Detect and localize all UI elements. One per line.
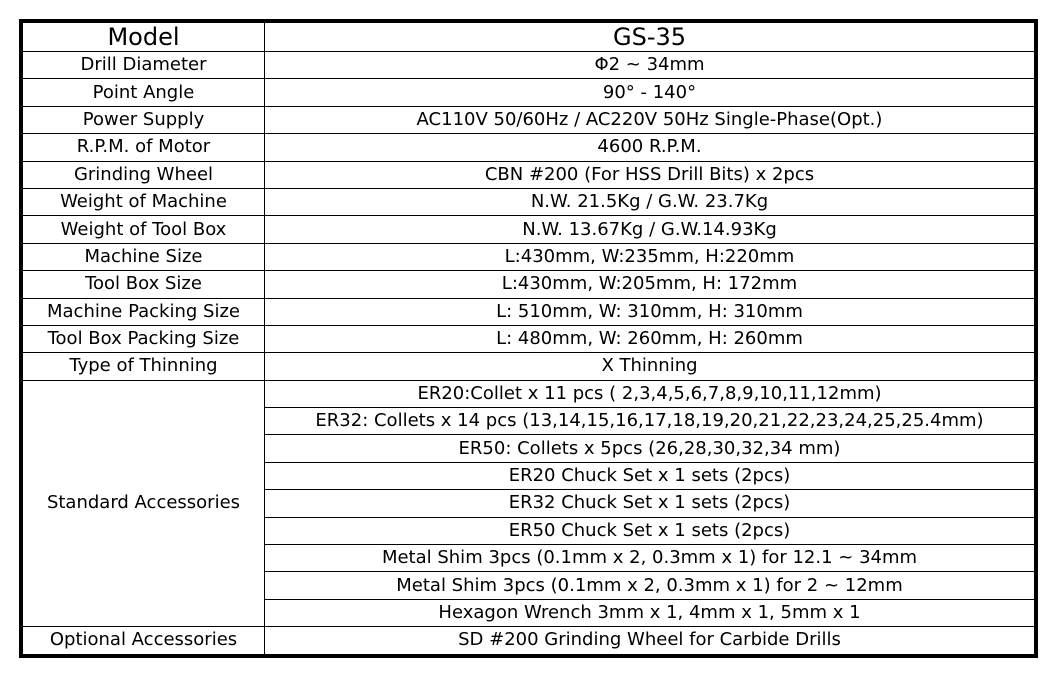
table-row — [23, 134, 1035, 161]
spec-value: L:430mm, W:205mm, H: 172mm — [265, 271, 1035, 298]
table-row — [23, 216, 1035, 243]
spec-value: L: 510mm, W: 310mm, H: 310mm — [265, 298, 1035, 325]
spec-label: Tool Box Size — [23, 271, 265, 298]
table-row — [23, 52, 1035, 79]
spec-value: CBN #200 (For HSS Drill Bits) x 2pcs — [265, 161, 1035, 188]
model-value: GS-35 — [265, 23, 1035, 52]
table-row — [23, 325, 1035, 352]
accessory-item: Metal Shim 3pcs (0.1mm x 2, 0.3mm x 1) for 2 ~ 12mm — [265, 572, 1035, 599]
spec-label: Machine Size — [23, 243, 265, 270]
table-row — [23, 188, 1035, 215]
spec-label: R.P.M. of Motor — [23, 134, 265, 161]
spec-table-body — [23, 23, 1035, 655]
spec-label: Drill Diameter — [23, 52, 265, 79]
standard-accessories-label: Standard Accessories — [23, 380, 265, 627]
spec-label: Power Supply — [23, 106, 265, 133]
accessory-item: ER32 Chuck Set x 1 sets (2pcs) — [265, 490, 1035, 517]
table-row — [23, 627, 1035, 654]
table-row — [23, 298, 1035, 325]
spec-label: Point Angle — [23, 79, 265, 106]
accessory-item: ER50: Collets x 5pcs (26,28,30,32,34 mm) — [265, 435, 1035, 462]
model-label: Model — [23, 23, 265, 52]
accessory-item: Hexagon Wrench 3mm x 1, 4mm x 1, 5mm x 1 — [265, 599, 1035, 626]
spec-value: 90° - 140° — [265, 79, 1035, 106]
spec-label: Machine Packing Size — [23, 298, 265, 325]
spec-label: Weight of Machine — [23, 188, 265, 215]
spec-value: X Thinning — [265, 353, 1035, 380]
spec-value: N.W. 21.5Kg / G.W. 23.7Kg — [265, 188, 1035, 215]
accessory-item: ER20:Collet x 11 pcs ( 2,3,4,5,6,7,8,9,10,11,12mm) — [265, 380, 1035, 407]
table-row — [23, 243, 1035, 270]
spec-value: L:430mm, W:235mm, H:220mm — [265, 243, 1035, 270]
table-header-row — [23, 23, 1035, 52]
accessory-item: ER50 Chuck Set x 1 sets (2pcs) — [265, 517, 1035, 544]
table-row — [23, 161, 1035, 188]
spec-label: Type of Thinning — [23, 353, 265, 380]
table-row — [23, 271, 1035, 298]
accessory-item: Metal Shim 3pcs (0.1mm x 2, 0.3mm x 1) for 12.1 ~ 34mm — [265, 545, 1035, 572]
spec-value: 4600 R.P.M. — [265, 134, 1035, 161]
spec-value: Φ2 ~ 34mm — [265, 52, 1035, 79]
table-row — [23, 79, 1035, 106]
spec-value: AC110V 50/60Hz / AC220V 50Hz Single-Phase(Opt.) — [265, 106, 1035, 133]
table-row — [23, 106, 1035, 133]
accessory-item: ER32: Collets x 14 pcs (13,14,15,16,17,18,19,20,21,22,23,24,25,25.4mm) — [265, 408, 1035, 435]
optional-accessories-label: Optional Accessories — [23, 627, 265, 654]
spec-label: Grinding Wheel — [23, 161, 265, 188]
spec-label: Weight of Tool Box — [23, 216, 265, 243]
table-row — [23, 380, 1035, 407]
optional-accessories-value: SD #200 Grinding Wheel for Carbide Drills — [265, 627, 1035, 654]
spec-value: N.W. 13.67Kg / G.W.14.93Kg — [265, 216, 1035, 243]
spec-label: Tool Box Packing Size — [23, 325, 265, 352]
accessory-item: ER20 Chuck Set x 1 sets (2pcs) — [265, 462, 1035, 489]
spec-table — [22, 22, 1035, 655]
spec-value: L: 480mm, W: 260mm, H: 260mm — [265, 325, 1035, 352]
table-row — [23, 353, 1035, 380]
